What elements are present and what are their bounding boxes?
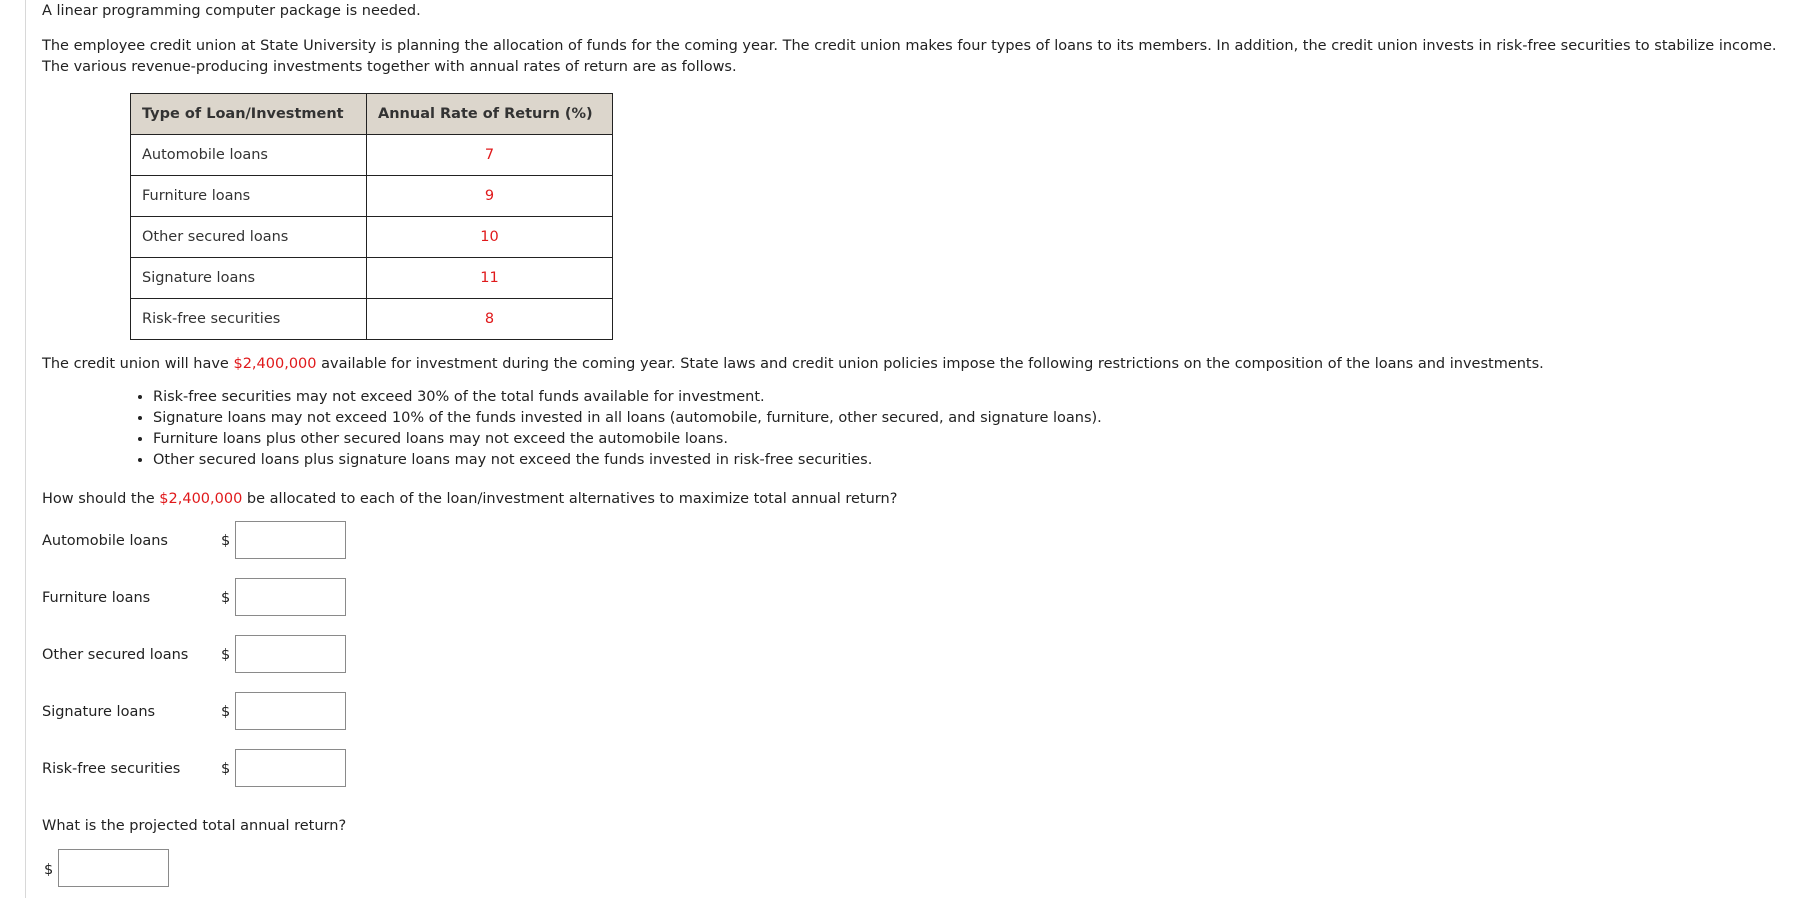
question-suffix: be allocated to each of the loan/investment alternatives to maximize total annual return?	[242, 491, 898, 507]
other-secured-loans-label: Other secured loans	[42, 647, 189, 663]
list-item: • Risk-free securities may not exceed 30% of the total funds available for investment.	[153, 387, 1102, 408]
currency-symbol: $	[221, 704, 231, 720]
risk-free-securities-label: Risk-free securities	[42, 761, 181, 777]
row-type: Risk-free securities	[131, 299, 367, 340]
currency-symbol: $	[44, 862, 54, 878]
funds-paragraph	[42, 354, 1544, 375]
table-row	[131, 135, 613, 176]
table-row	[131, 217, 613, 258]
row-rate: 9	[367, 176, 613, 217]
furniture-loans-input[interactable]	[235, 578, 346, 616]
table-row	[131, 299, 613, 340]
rates-table	[130, 93, 613, 340]
row-rate: 10	[367, 217, 613, 258]
currency-symbol: $	[221, 533, 231, 549]
total-return-question: What is the projected total annual return?	[42, 818, 347, 834]
list-item: • Other secured loans plus signature loans may not exceed the funds invested in risk-free securities.	[153, 450, 1102, 471]
allocation-question	[42, 489, 897, 510]
currency-symbol: $	[221, 761, 231, 777]
list-item: • Furniture loans plus other secured loans may not exceed the automobile loans.	[153, 429, 1102, 450]
row-rate: 8	[367, 299, 613, 340]
left-border	[25, 0, 26, 898]
currency-symbol: $	[221, 647, 231, 663]
other-secured-loans-input[interactable]	[235, 635, 346, 673]
problem-paragraph-1: The employee credit union at State University is planning the allocation of funds for the coming year. The credit union makes four types of loans to its members. In addition, the credit union invests in risk-free securities to stabilize income.	[42, 38, 1777, 54]
header-rate: Annual Rate of Return (%)	[367, 94, 613, 135]
row-type: Signature loans	[131, 258, 367, 299]
funds-suffix: available for investment during the coming year. State laws and credit union policies impose the following restrictions on the composition of the loans and investments.	[316, 356, 1544, 372]
row-type: Furniture loans	[131, 176, 367, 217]
automobile-loans-input[interactable]	[235, 521, 346, 559]
table-header-row	[131, 94, 613, 135]
header-type: Type of Loan/Investment	[131, 94, 367, 135]
signature-loans-input[interactable]	[235, 692, 346, 730]
currency-symbol: $	[221, 590, 231, 606]
intro-text: A linear programming computer package is needed.	[42, 3, 421, 19]
total-return-input[interactable]	[58, 849, 169, 887]
funds-amount: $2,400,000	[233, 356, 317, 372]
automobile-loans-label: Automobile loans	[42, 533, 168, 549]
table-row	[131, 176, 613, 217]
funds-prefix: The credit union will have	[42, 356, 234, 372]
row-rate: 11	[367, 258, 613, 299]
row-type: Other secured loans	[131, 217, 367, 258]
table-row	[131, 258, 613, 299]
question-prefix: How should the	[42, 491, 160, 507]
list-item: • Signature loans may not exceed 10% of the funds invested in all loans (automobile, furniture, other secured, and signature loans).	[153, 408, 1102, 429]
row-type: Automobile loans	[131, 135, 367, 176]
row-rate: 7	[367, 135, 613, 176]
furniture-loans-label: Furniture loans	[42, 590, 151, 606]
problem-paragraph-2: The various revenue-producing investments together with annual rates of return are as follows.	[42, 59, 737, 75]
question-amount: $2,400,000	[159, 491, 243, 507]
risk-free-securities-input[interactable]	[235, 749, 346, 787]
restrictions-list	[136, 387, 1102, 471]
signature-loans-label: Signature loans	[42, 704, 156, 720]
